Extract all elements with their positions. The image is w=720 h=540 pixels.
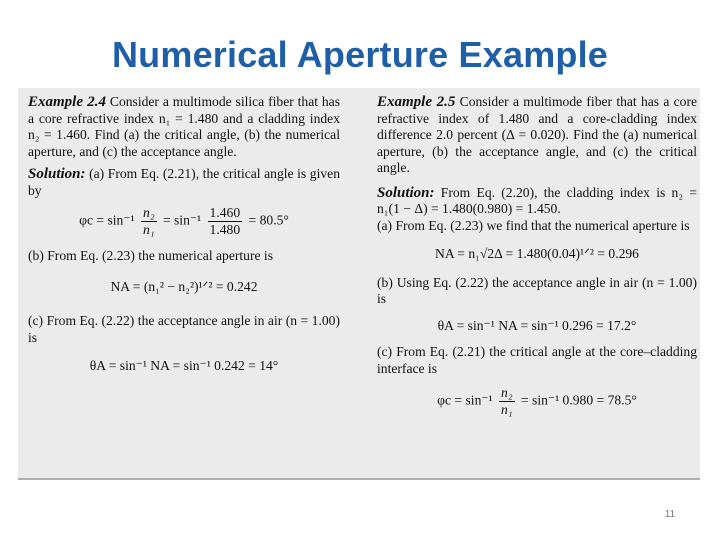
eq-a-mid: = sin⁻¹ [162,212,202,228]
example-2-4-problem-text: Consider a multimode silica fiber that has a core refractive index n₁ = 1.480 and a cladding index n₂ = 1.460. Find (a) the critical angle, (b) the numerical aperture, and (c) the acceptance angle. [28,94,341,159]
eq-c-right: = sin⁻¹ 0.980 = 78.5° [520,392,637,408]
eq-c-denominator: n₁ [501,402,513,417]
example-2-4-part-a-text: (a) From Eq. (2.21), the critical angle is given by [28,166,340,198]
eq-a-numerator-1: n₂ [143,205,155,220]
example-2-5-solution [377,185,697,218]
example-2-4 [28,94,340,381]
example-2-5-problem [377,94,697,177]
eq-c-left: φc = sin⁻¹ [437,392,493,408]
example-2-5-problem-text: Consider a multimode fiber that has a core refractive index of 1.480 and a core-cladding index difference 2.0 percent (Δ = 0.020). Find the (a) numerical aperture, (b) the acceptance angle, and (c) the critical angle. [377,94,698,175]
eq-a-left: φc = sin⁻¹ [79,212,135,228]
example-2-4-equation-c: θA = sin⁻¹ NA = sin⁻¹ 0.242 = 14° [89,358,279,373]
example-2-4-heading: Example 2.4 [28,94,106,110]
example-2-5-equation-b: θA = sin⁻¹ NA = sin⁻¹ 0.296 = 17.2° [437,317,637,333]
example-2-5-heading: Example 2.5 [377,94,456,110]
example-2-5-solution-label: Solution: [377,184,435,201]
eq-a-denominator-1: n₁ [143,222,155,237]
example-2-5-equation-a: NA = n₁√2Δ = 1.480(0.04)¹ᐟ² = 0.296 [435,246,639,261]
example-2-5-solution-text: From Eq. (2.20), the cladding index is n₂ = n₁(1 − Δ) = 1.480(0.980) = 1.450. [377,184,697,216]
eq-c-numerator: n₂ [501,385,513,400]
example-2-4-equation-a [28,205,340,238]
eq-a-right: = 80.5° [248,212,289,228]
example-2-4-part-a [28,166,340,199]
example-2-4-part-c: (c) From Eq. (2.22) the acceptance angle in air (n = 1.00) is [28,313,340,345]
example-2-5-part-c: (c) From Eq. (2.21) the critical angle at the core–cladding interface is [377,344,697,376]
example-2-4-equation-b: NA = (n₁² − n₂²)¹ᐟ² = 0.242 [110,278,258,294]
eq-a-denominator-2: 1.480 [209,222,241,237]
example-2-5-part-b: (b) Using Eq. (2.22) the acceptance angle in air (n = 1.00) is [377,274,697,306]
example-2-4-solution-label: Solution: [28,166,86,182]
example-2-5-equation-c [377,385,697,418]
eq-c-fraction [499,385,515,418]
example-2-4-problem [28,94,340,160]
eq-a-numerator-2: 1.460 [209,205,241,220]
examples-panel [18,88,700,480]
example-2-5-part-a: (a) From Eq. (2.23) we find that the numerical aperture is [377,217,690,233]
eq-a-fraction-2 [208,205,243,238]
slide-title: Numerical Aperture Example [111,34,609,75]
eq-a-fraction-1 [141,205,157,238]
page-number: 11 [664,509,676,520]
example-2-5 [377,94,697,424]
example-2-4-part-b: (b) From Eq. (2.23) the numerical aperture is [28,248,273,263]
